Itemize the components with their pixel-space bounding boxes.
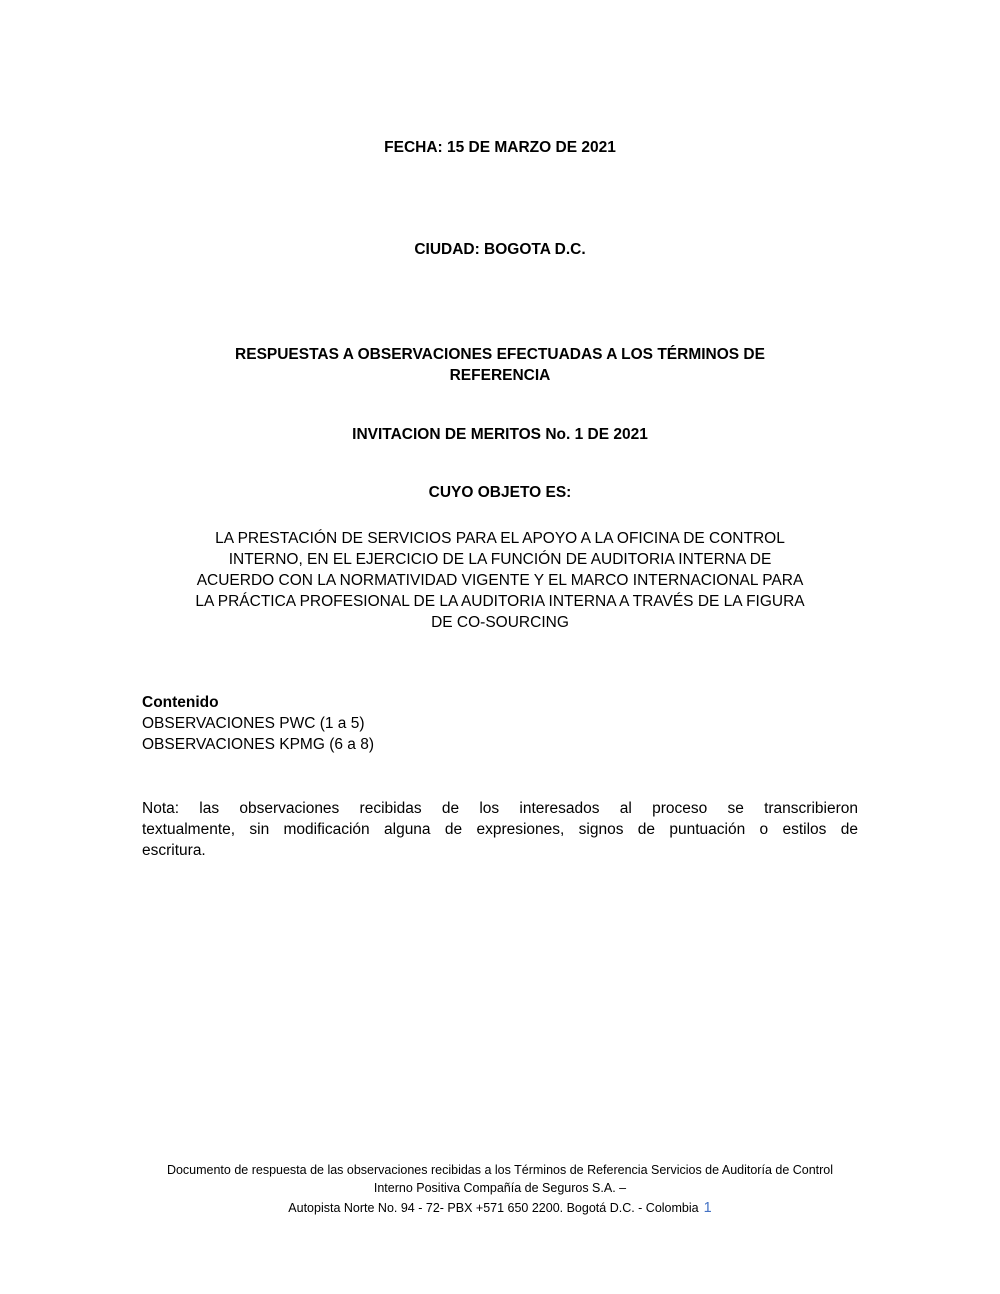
object-heading: CUYO OBJETO ES: (428, 484, 572, 501)
note-paragraph-line: escritura. (142, 842, 206, 859)
footer-address-line (0, 1199, 1000, 1217)
object-paragraph (142, 528, 858, 633)
footer-line: Interno Positiva Compañía de Seguros S.A. – (373, 1181, 627, 1195)
footer-address-text: Autopista Norte No. 94 - 72- PBX +571 650 2200. Bogotá D.C. - Colombia (288, 1201, 699, 1215)
object-paragraph-line: ACUERDO CON LA NORMATIVIDAD VIGENTE Y EL MARCO INTERNACIONAL PARA (196, 572, 804, 589)
document-body (0, 137, 1000, 861)
document-title (142, 344, 858, 386)
contents-item: OBSERVACIONES KPMG (6 a 8) (142, 736, 374, 753)
document-title-line: RESPUESTAS A OBSERVACIONES EFECTUADAS A LOS TÉRMINOS DE (235, 346, 765, 363)
object-paragraph-line: LA PRESTACIÓN DE SERVICIOS PARA EL APOYO A LA OFICINA DE CONTROL (215, 530, 785, 547)
note-paragraph (142, 798, 858, 861)
contents-section (142, 692, 858, 755)
object-paragraph-line: LA PRÁCTICA PROFESIONAL DE LA AUDITORIA INTERNA A TRAVÉS DE LA FIGURA (195, 593, 805, 610)
document-title-line: REFERENCIA (449, 367, 551, 384)
footer-line: Documento de respuesta de las observaciones recibidas a los Términos de Referencia Servicios de Auditoría de Control (166, 1163, 834, 1177)
invitation-line: INVITACION DE MERITOS No. 1 DE 2021 (352, 426, 648, 443)
date-line: FECHA: 15 DE MARZO DE 2021 (384, 139, 616, 156)
contents-heading: Contenido (142, 694, 219, 711)
note-paragraph-line: Nota: las observaciones recibidas de los interesados al proceso se transcribieron (142, 800, 858, 817)
note-paragraph-line: textualmente, sin modificación alguna de expresiones, signos de puntuación o estilos de (142, 821, 858, 838)
page-number: 1 (703, 1200, 712, 1216)
city-line: CIUDAD: BOGOTA D.C. (414, 241, 586, 258)
page-footer (0, 1161, 1000, 1217)
contents-item: OBSERVACIONES PWC (1 a 5) (142, 715, 365, 732)
object-paragraph-line: INTERNO, EN EL EJERCICIO DE LA FUNCIÓN DE AUDITORIA INTERNA DE (228, 551, 772, 568)
object-paragraph-line: DE CO-SOURCING (431, 614, 569, 631)
